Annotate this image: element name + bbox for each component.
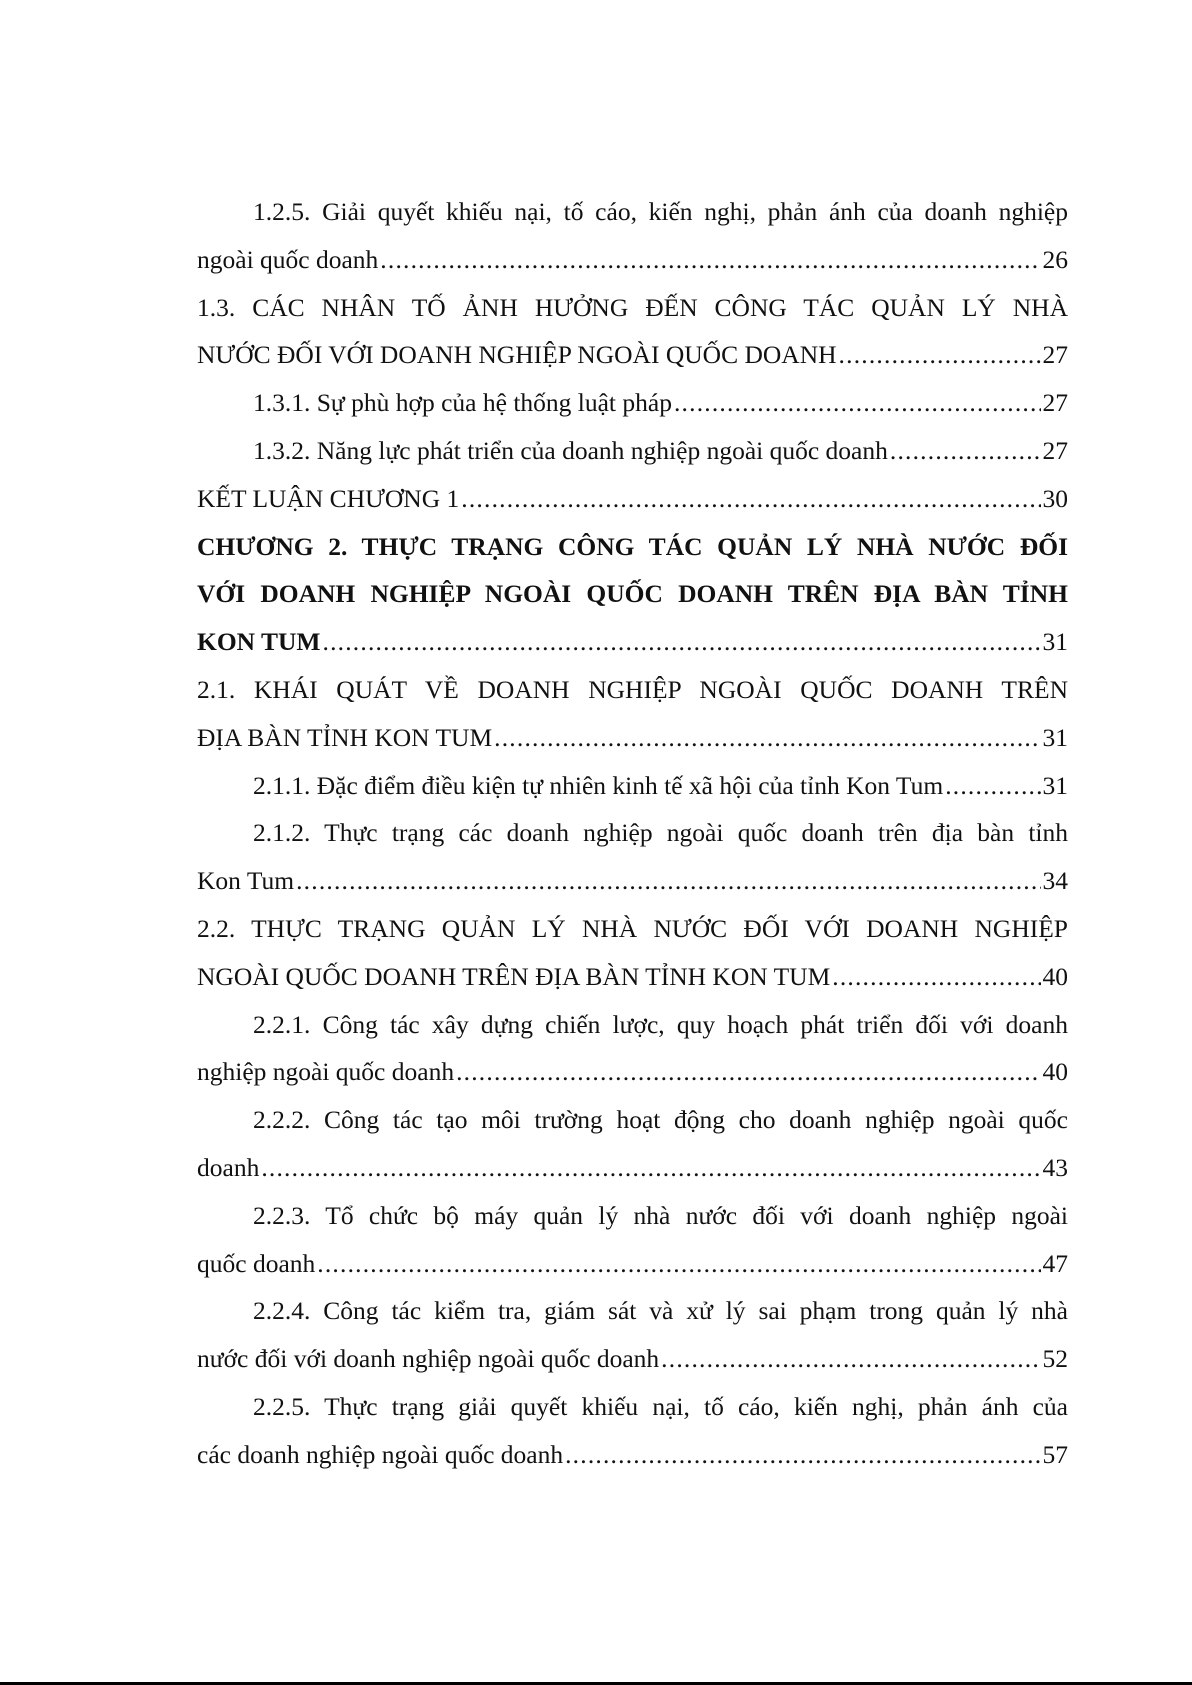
dot-leader [661,1335,1040,1383]
toc-entry-text: 2.1. KHÁI QUÁT VỀ DOANH NGHIỆP NGOÀI QUỐC DOANH TRÊN [197,674,1068,704]
toc-entry-text: 2.2.3. Tổ chức bộ máy quản lý nhà nước đối với doanh nghiệp ngoài [253,1200,1068,1230]
toc-entry-text: 2.2.4. Công tác kiểm tra, giám sát và xử lý sai phạm trong quản lý nhà [253,1296,1068,1326]
toc-entry-2-2-3[interactable] [197,1192,1068,1288]
toc-page-number: 27 [1042,340,1068,370]
dot-leader [945,762,1040,810]
toc-page-number: 34 [1042,866,1068,896]
toc-entry-text: CHƯƠNG 2. THỰC TRẠNG CÔNG TÁC QUẢN LÝ NHÀ NƯỚC ĐỐI [197,531,1068,561]
toc-entry-2-2[interactable] [197,905,1068,1001]
toc-entry-text: nước đối với doanh nghiệp ngoài quốc doanh [197,1344,660,1374]
toc-entry-text: nghiệp ngoài quốc doanh [197,1057,455,1087]
toc-entry-text: 1.2.5. Giải quyết khiếu nại, tố cáo, kiến nghị, phản ánh của doanh nghiệp [253,197,1068,226]
toc-entry-text: doanh [197,1152,260,1182]
toc-entry-text: 1.3. CÁC NHÂN TỐ ẢNH HƯỞNG ĐẾN CÔNG TÁC QUẢN LÝ NHÀ [197,292,1068,322]
toc-entry-1-3-2[interactable] [197,427,1068,475]
toc-page-number: 43 [1042,1152,1068,1182]
toc-page-number: 27 [1042,388,1068,418]
toc-entry-text: ngoài quốc doanh [197,244,379,274]
table-of-contents [197,188,1068,1479]
dot-leader [380,236,1040,284]
toc-page-number: 40 [1042,961,1068,991]
toc-entry-text: quốc doanh [197,1248,316,1278]
toc-entry-text: NƯỚC ĐỐI VỚI DOANH NGHIỆP NGOÀI QUỐC DOANH [197,340,837,370]
toc-entry-2-2-2[interactable] [197,1096,1068,1192]
toc-entry-2-1[interactable] [197,666,1068,762]
dot-leader [832,953,1040,1001]
dot-leader [317,1240,1040,1288]
toc-entry-text: KẾT LUẬN CHƯƠNG 1 [197,483,460,513]
toc-entry-2-2-1[interactable] [197,1001,1068,1097]
toc-entry-1-3[interactable] [197,284,1068,380]
toc-entry-ket-luan-chuong-1[interactable] [197,475,1068,523]
toc-entry-2-1-2[interactable] [197,809,1068,905]
toc-entry-text: 2.2.5. Thực trạng giải quyết khiếu nại, tố cáo, kiến nghị, phản ánh của [253,1391,1068,1421]
dot-leader [323,618,1041,666]
toc-page-number: 26 [1042,244,1068,274]
toc-page-number: 40 [1042,1057,1068,1087]
dot-leader [456,1048,1040,1096]
toc-entry-text: 1.3.2. Năng lực phát triển của doanh nghiệp ngoài quốc doanh [253,435,888,465]
toc-entry-text: NGOÀI QUỐC DOANH TRÊN ĐỊA BÀN TỈNH KON TUM [197,961,831,991]
toc-entry-1-3-1[interactable] [197,379,1068,427]
toc-entry-text: ĐỊA BÀN TỈNH KON TUM [197,722,493,752]
toc-page-number: 31 [1042,722,1068,752]
toc-page-number: 31 [1042,627,1068,657]
toc-entry-2-2-4[interactable] [197,1287,1068,1383]
dot-leader [296,857,1040,905]
toc-page-number: 47 [1042,1248,1068,1278]
toc-entry-text: 1.3.1. Sự phù hợp của hệ thống luật pháp [253,388,672,418]
dot-leader [565,1431,1040,1479]
dot-leader [494,714,1040,762]
toc-entry-text: 2.2. THỰC TRẠNG QUẢN LÝ NHÀ NƯỚC ĐỐI VỚI DOANH NGHIỆP [197,913,1068,943]
toc-entry-text: KON TUM [197,627,321,657]
toc-page-number: 27 [1042,435,1068,465]
dot-leader [461,475,1040,523]
toc-entry-2-1-1[interactable] [197,762,1068,810]
toc-entry-text: các doanh nghiệp ngoài quốc doanh [197,1439,564,1469]
toc-entry-2-2-5[interactable] [197,1383,1068,1479]
dot-leader [839,331,1041,379]
toc-entry-text: 2.1.2. Thực trạng các doanh nghiệp ngoài quốc doanh trên địa bàn tỉnh [253,818,1068,848]
toc-entry-1-2-5[interactable] [197,188,1068,284]
dot-leader [261,1144,1040,1192]
toc-page-number: 31 [1042,770,1068,800]
toc-page-number: 52 [1042,1344,1068,1374]
toc-entry-text: Kon Tum [197,866,295,896]
toc-entry-text: VỚI DOANH NGHIỆP NGOÀI QUỐC DOANH TRÊN ĐỊA BÀN TỈNH [197,579,1068,609]
toc-entry-text: 2.2.2. Công tác tạo môi trường hoạt động cho doanh nghiệp ngoài quốc [253,1105,1068,1135]
toc-page-number: 30 [1042,483,1068,513]
dot-leader [674,379,1041,427]
toc-entry-text: 2.1.1. Đặc điểm điều kiện tự nhiên kinh tế xã hội của tỉnh Kon Tum [253,770,944,800]
toc-page-number: 57 [1042,1439,1068,1469]
toc-entry-chuong-2[interactable] [197,523,1068,666]
toc-entry-text: 2.2.1. Công tác xây dựng chiến lược, quy hoạch phát triển đối với doanh [253,1009,1068,1039]
dot-leader [890,427,1041,475]
